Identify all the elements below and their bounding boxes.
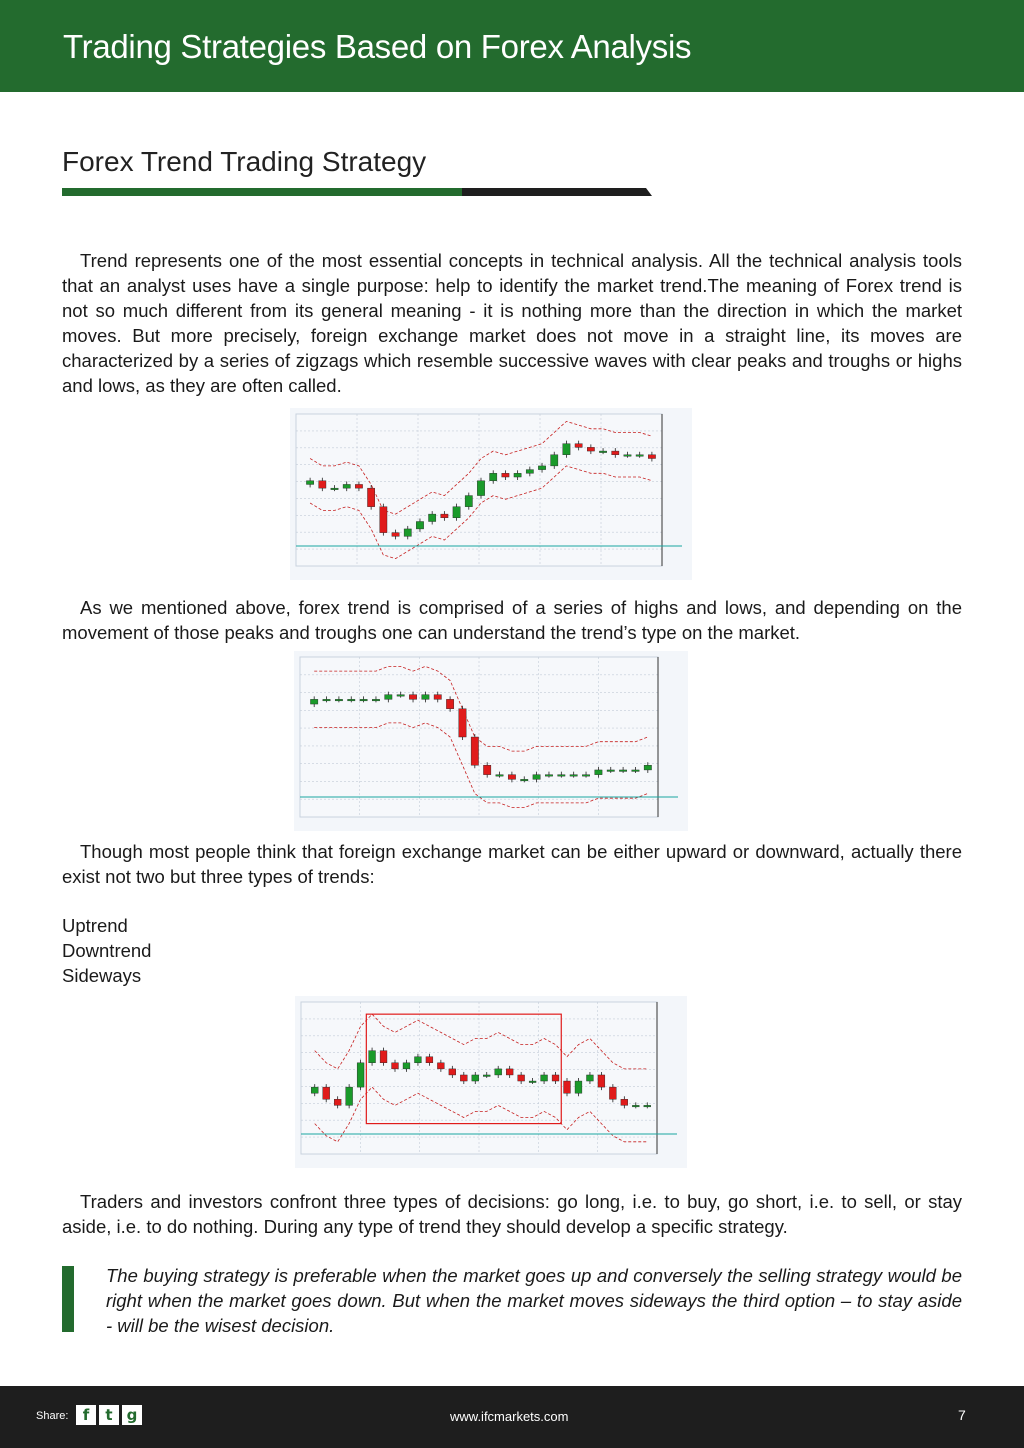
paragraph-text: Trend represents one of the most essential concepts in technical analysis. All the technical analysis tools that an analyst uses have a single purpose: help to identify the market trend.The meaning of Forex trend is not so much different from its general meaning - it is nothing more than the direction in which the market moves. But more precisely, foreign exchange market does not move in a straight line, its moves are characterized by a series of zigzags which resemble successive waves with clear peaks and troughs or highs and lows, as they are often called.	[62, 250, 962, 396]
candle-body	[575, 444, 582, 448]
candle-body	[551, 455, 558, 466]
candle-body	[619, 770, 626, 772]
candle-body	[586, 1075, 593, 1081]
candle-body	[648, 455, 655, 459]
candle-body	[392, 533, 399, 537]
paragraph-decisions	[62, 1189, 962, 1239]
candle-body	[506, 1069, 513, 1075]
downtrend-chart	[294, 651, 688, 831]
candle-body	[306, 481, 313, 485]
paragraph-trend-types	[62, 839, 962, 889]
candle-body	[477, 481, 484, 496]
section-title: Forex Trend Trading Strategy	[62, 146, 427, 177]
candle-body	[453, 507, 460, 518]
candle-body	[518, 1075, 525, 1081]
social-icons	[76, 1405, 142, 1425]
candle-body	[429, 514, 436, 521]
candle-body	[483, 1075, 490, 1077]
website-link[interactable]: www.ifcmarkets.com	[450, 1409, 569, 1424]
share-label: Share:	[36, 1410, 69, 1422]
candle-body	[343, 484, 350, 488]
candle-body	[644, 1105, 651, 1107]
candle-body	[369, 1051, 376, 1063]
list-item: Downtrend	[62, 940, 152, 961]
candle-body	[449, 1069, 456, 1075]
candle-body	[422, 695, 429, 700]
downtrend-chart-svg	[294, 651, 688, 831]
candle-body	[460, 1075, 467, 1081]
candle-body	[346, 1087, 353, 1105]
strategy-quote: The buying strategy is preferable when the market goes up and conversely the selling strategy would be right when the market goes down. But when the market moves sideways the third option – to stay aside - will be the wisest decision.	[106, 1265, 962, 1336]
candle-body	[607, 770, 614, 772]
candle-body	[459, 709, 466, 737]
candle-body	[437, 1063, 444, 1069]
candle-body	[310, 699, 317, 704]
section-title-underline	[62, 188, 652, 196]
candle-body	[587, 447, 594, 451]
candle-body	[397, 695, 404, 697]
candle-body	[609, 1087, 616, 1099]
candle-body	[367, 488, 374, 507]
candle-body	[575, 1081, 582, 1093]
google-plus-icon[interactable]: g	[122, 1405, 142, 1425]
candle-body	[558, 775, 565, 777]
candle-body	[446, 699, 453, 708]
candle-body	[632, 1105, 639, 1107]
candle-body	[598, 1075, 605, 1087]
paragraph-text: Traders and investors confront three types of decisions: go long, i.e. to buy, go short, i.e. to sell, or stay aside, i.e. to do nothing. During any type of trend they should develop a specific strategy.	[62, 1191, 962, 1237]
page-header	[0, 0, 1024, 92]
candle-body	[311, 1087, 318, 1093]
candle-body	[331, 488, 338, 490]
twitter-icon[interactable]: t	[99, 1405, 119, 1425]
candle-body	[471, 737, 478, 765]
candle-body	[392, 1063, 399, 1069]
candle-body	[533, 775, 540, 780]
candle-body	[472, 1075, 479, 1081]
candle-body	[426, 1057, 433, 1063]
candle-body	[541, 1075, 548, 1081]
candle-body	[599, 451, 606, 453]
candle-body	[416, 522, 423, 529]
candle-body	[372, 699, 379, 701]
candle-body	[636, 455, 643, 457]
candle-body	[502, 473, 509, 477]
uptrend-chart	[290, 408, 692, 580]
candle-body	[465, 496, 472, 507]
page-number: 7	[958, 1407, 966, 1423]
list-item: Sideways	[62, 965, 142, 986]
candle-body	[334, 1099, 341, 1105]
candle-body	[483, 765, 490, 774]
candle-body	[496, 775, 503, 777]
candle-body	[404, 529, 411, 536]
candle-body	[621, 1099, 628, 1105]
candle-body	[360, 699, 367, 701]
sideways-chart-svg	[295, 996, 687, 1168]
candle-body	[414, 1057, 421, 1063]
page-title: Trading Strategies Based on Forex Analysis	[63, 28, 692, 65]
candle-body	[403, 1063, 410, 1069]
candle-body	[348, 699, 355, 701]
paragraph-text: As we mentioned above, forex trend is comprised of a series of highs and lows, and depending on the movement of those peaks and troughs one can understand the trend’s type on the market.	[62, 597, 962, 643]
candle-body	[323, 699, 330, 701]
candle-body	[632, 770, 639, 772]
candle-body	[538, 466, 545, 470]
paragraph-highs-lows	[62, 595, 962, 645]
candle-body	[319, 481, 326, 488]
paragraph-text: Though most people think that foreign exchange market can be either upward or downward, actually there exist not two but three types of trends:	[62, 841, 962, 887]
candle-body	[552, 1075, 559, 1081]
candle-body	[380, 507, 387, 533]
uptrend-chart-svg	[290, 408, 692, 580]
paragraph-trend-definition	[62, 248, 962, 398]
candle-body	[526, 470, 533, 474]
candle-body	[529, 1081, 536, 1083]
candle-body	[563, 444, 570, 455]
candle-body	[385, 695, 392, 700]
candle-body	[490, 473, 497, 480]
candle-body	[508, 775, 515, 780]
candle-body	[357, 1063, 364, 1087]
candle-body	[514, 473, 521, 477]
candle-body	[409, 695, 416, 700]
candle-body	[595, 770, 602, 775]
candle-body	[335, 699, 342, 701]
candle-body	[434, 695, 441, 700]
candle-body	[355, 484, 362, 488]
candle-body	[323, 1087, 330, 1099]
candle-body	[612, 451, 619, 455]
page-footer	[0, 1386, 1024, 1448]
candle-body	[441, 514, 448, 518]
candle-body	[545, 775, 552, 777]
candle-body	[582, 775, 589, 777]
sideways-chart	[295, 996, 687, 1168]
candle-body	[570, 775, 577, 777]
candle-body	[380, 1051, 387, 1063]
candle-body	[521, 779, 528, 781]
quote-accent-bar	[62, 1266, 74, 1332]
facebook-icon[interactable]: f	[76, 1405, 96, 1425]
candle-body	[624, 455, 631, 457]
list-item: Uptrend	[62, 915, 128, 936]
trend-types-list	[62, 913, 151, 988]
candle-body	[644, 765, 651, 770]
candle-body	[564, 1081, 571, 1093]
candle-body	[495, 1069, 502, 1075]
